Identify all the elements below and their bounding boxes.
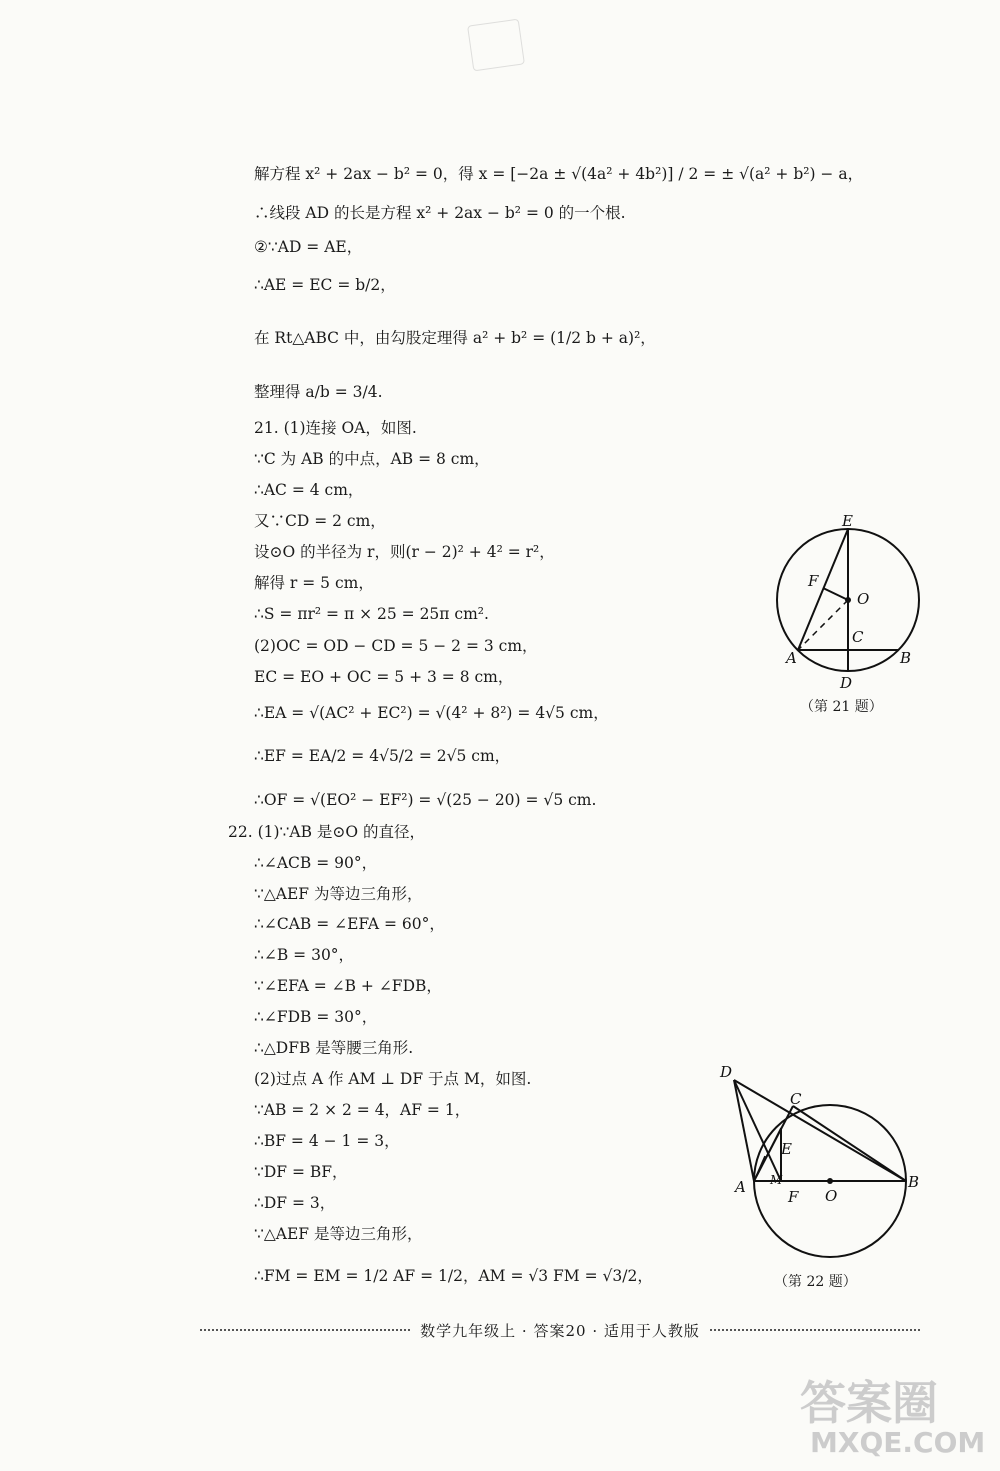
text-line-11: 设⊙O 的半径为 r，则(r − 2)² + 4² = r²， <box>254 543 555 561</box>
fig21-center-point <box>845 597 851 603</box>
text-line-1: 解方程 x² + 2ax − b² = 0，得 x = [−2a ± √(4a² + 4b²)] / 2 = ± √(a² + b²) − a， <box>254 165 864 183</box>
text-line-3: ②∵AD = AE， <box>254 238 363 256</box>
text-line-27: (2)过点 A 作 AM ⊥ DF 于点 M，如图. <box>254 1070 532 1088</box>
text-line-24: ∵∠EFA = ∠B + ∠FDB， <box>254 977 442 995</box>
text-line-2: ∴线段 AD 的长是方程 x² + 2ax − b² = 0 的一个根. <box>254 204 626 222</box>
text-line-10: 又∵CD = 2 cm， <box>254 512 386 530</box>
fig21-segment-OA-dashed <box>798 600 848 650</box>
fig21-label-C: C <box>852 628 864 646</box>
fig22-label-D: D <box>720 1063 733 1081</box>
text-line-32: ∵△AEF 是等边三角形， <box>254 1225 423 1243</box>
text-line-18: ∴OF = √(EO² − EF²) = √(25 − 20) = √5 cm. <box>254 791 597 809</box>
text-line-5: 在 Rt△ABC 中，由勾股定理得 a² + b² = (1/2 b + a)²， <box>254 329 656 347</box>
figure-22 <box>715 1060 930 1270</box>
fig22-segment-DA <box>734 1080 754 1181</box>
footer-dots-left <box>200 1329 410 1331</box>
fig21-segment-OF <box>823 588 848 600</box>
text-line-15: EC = EO + OC = 5 + 3 = 8 cm， <box>254 668 514 686</box>
fig22-label-E: E <box>781 1140 792 1158</box>
text-line-25: ∴∠FDB = 30°， <box>254 1008 378 1026</box>
text-line-4: ∴AE = EC = b/2， <box>254 276 396 294</box>
footer-text: 数学九年级上 · 答案20 · 适用于人教版 <box>420 1321 700 1340</box>
text-line-12: 解得 r = 5 cm， <box>254 574 374 592</box>
fig22-label-B: B <box>908 1173 920 1191</box>
text-line-6: 整理得 a/b = 3/4. <box>254 383 383 401</box>
text-line-28: ∵AB = 2 × 2 = 4，AF = 1， <box>254 1101 471 1119</box>
fig21-label-F: F <box>808 572 819 590</box>
fig22-label-M: M <box>770 1173 783 1187</box>
text-line-33: ∴FM = EM = 1/2 AF = 1/2，AM = √3 FM = √3/2， <box>254 1267 653 1285</box>
fig22-segment-DB <box>734 1080 906 1181</box>
text-line-21: ∵△AEF 为等边三角形， <box>254 885 423 903</box>
fig21-label-E: E <box>842 512 853 530</box>
text-line-16: ∴EA = √(AC² + EC²) = √(4² + 8²) = 4√5 cm， <box>254 704 609 722</box>
fig22-caption: （第 22 题） <box>774 1274 857 1290</box>
text-line-22: ∴∠CAB = ∠EFA = 60°， <box>254 915 445 933</box>
fig22-label-F: F <box>788 1188 799 1206</box>
fig22-label-A: A <box>735 1178 746 1196</box>
fig21-label-A: A <box>786 649 797 667</box>
text-line-8: ∵C 为 AB 的中点，AB = 8 cm， <box>254 450 490 468</box>
figure-21 <box>760 512 950 695</box>
text-line-20: ∴∠ACB = 90°， <box>254 854 378 872</box>
text-line-19: 22. (1)∵AB 是⊙O 的直径， <box>228 823 426 841</box>
fig21-label-O: O <box>857 590 870 608</box>
fig22-label-C: C <box>790 1090 802 1108</box>
stamp <box>467 19 525 72</box>
fig22-segment-CB <box>793 1106 906 1181</box>
footer-dots-right <box>710 1329 920 1331</box>
text-line-23: ∴∠B = 30°， <box>254 946 355 964</box>
text-line-7: 21. (1)连接 OA，如图. <box>254 419 417 437</box>
text-line-13: ∴S = πr² = π × 25 = 25π cm². <box>254 605 489 623</box>
text-line-30: ∵DF = BF， <box>254 1163 348 1181</box>
fig22-center-point <box>827 1178 833 1184</box>
text-line-31: ∴DF = 3， <box>254 1194 336 1212</box>
text-line-14: (2)OC = OD − CD = 5 − 2 = 3 cm， <box>254 637 538 655</box>
fig21-segment-AE <box>798 529 848 650</box>
watermark <box>800 1376 986 1460</box>
watermark-url: MXQE.COM <box>810 1426 986 1459</box>
text-line-17: ∴EF = EA/2 = 4√5/2 = 2√5 cm， <box>254 747 511 765</box>
text-line-26: ∴△DFB 是等腰三角形. <box>254 1039 414 1057</box>
text-line-9: ∴AC = 4 cm， <box>254 481 364 499</box>
fig21-label-B: B <box>900 649 912 667</box>
page-footer <box>200 1318 920 1342</box>
watermark-brand: 答案圈 <box>800 1376 938 1430</box>
fig22-label-O: O <box>825 1187 838 1205</box>
text-line-29: ∴BF = 4 − 1 = 3， <box>254 1132 400 1150</box>
fig21-label-D: D <box>840 674 853 692</box>
fig21-caption: （第 21 题） <box>800 699 883 715</box>
